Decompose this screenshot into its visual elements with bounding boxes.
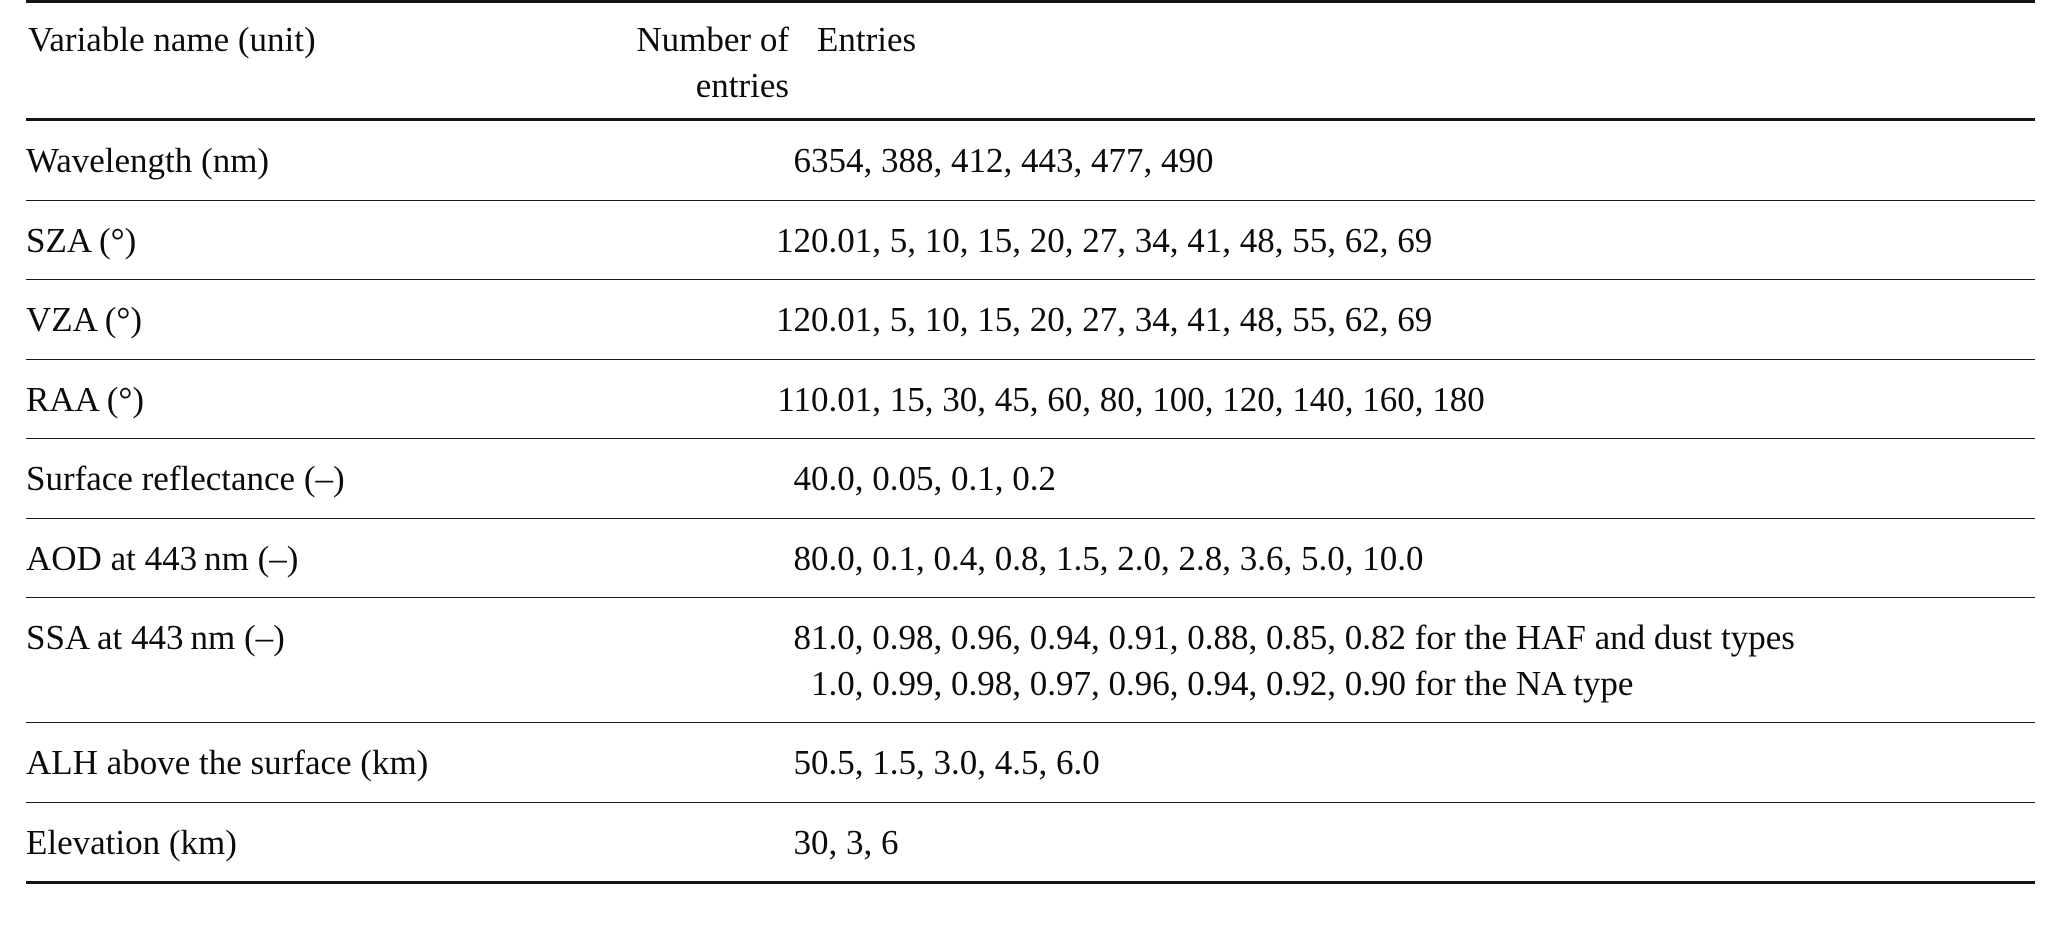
entry-line: 1.0, 0.99, 0.98, 0.97, 0.96, 0.94, 0.92, 0.90 for the NA type — [811, 663, 1634, 703]
cell-variable-name: Wavelength (nm) — [26, 120, 566, 201]
cell-entries — [811, 439, 2035, 519]
cell-entries — [811, 359, 2035, 439]
cell-variable-name: VZA (°) — [26, 280, 566, 360]
column-header-number-of-entries-line2: entries — [695, 65, 789, 105]
cell-number-of-entries: 6 — [566, 120, 811, 201]
cell-number-of-entries: 8 — [566, 518, 811, 598]
table-row — [26, 723, 2035, 803]
column-header-number-of-entries — [566, 2, 811, 120]
entry-line: 0.01, 5, 10, 15, 20, 27, 34, 41, 48, 55, 62, 69 — [811, 220, 1433, 260]
cell-variable-name: RAA (°) — [26, 359, 566, 439]
column-header-variable-name: Variable name (unit) — [26, 2, 566, 120]
entry-line: 354, 388, 412, 443, 477, 490 — [811, 141, 1214, 180]
table-row — [26, 280, 2035, 360]
cell-variable-name: Surface reflectance (–) — [26, 439, 566, 519]
entry-line: 0.0, 0.1, 0.4, 0.8, 1.5, 2.0, 2.8, 3.6, 5.0, 10.0 — [811, 538, 1424, 578]
cell-entries — [811, 200, 2035, 280]
cell-entries — [811, 280, 2035, 360]
lookup-table-parameters — [26, 0, 2035, 884]
cell-number-of-entries: 5 — [566, 723, 811, 803]
entry-line: 1.0, 0.98, 0.96, 0.94, 0.91, 0.88, 0.85, 0.82 for the HAF and dust types — [811, 618, 1795, 657]
entry-line: 0.01, 15, 30, 45, 60, 80, 100, 120, 140, 160, 180 — [811, 379, 1485, 419]
cell-variable-name: Elevation (km) — [26, 802, 566, 883]
cell-entries — [811, 802, 2035, 883]
cell-number-of-entries: 3 — [566, 802, 811, 883]
table-body — [26, 120, 2035, 883]
table-header — [26, 2, 2035, 120]
table-row — [26, 518, 2035, 598]
cell-variable-name: AOD at 443 nm (–) — [26, 518, 566, 598]
cell-variable-name: ALH above the surface (km) — [26, 723, 566, 803]
table-row — [26, 802, 2035, 883]
entry-line: 0, 3, 6 — [811, 822, 899, 862]
entry-line: 0.01, 5, 10, 15, 20, 27, 34, 41, 48, 55, 62, 69 — [811, 300, 1433, 339]
column-header-number-of-entries-line1: Number of — [636, 20, 789, 59]
column-header-entries: Entries — [811, 2, 2035, 120]
cell-number-of-entries: 8 — [566, 598, 811, 723]
table-row — [26, 439, 2035, 519]
entry-line: 0.5, 1.5, 3.0, 4.5, 6.0 — [811, 743, 1100, 782]
cell-entries — [811, 598, 2035, 723]
table-header-row — [26, 2, 2035, 120]
cell-variable-name: SSA at 443 nm (–) — [26, 598, 566, 723]
cell-entries — [811, 518, 2035, 598]
cell-variable-name: SZA (°) — [26, 200, 566, 280]
cell-entries — [811, 120, 2035, 201]
table-row — [26, 120, 2035, 201]
cell-number-of-entries: 12 — [566, 280, 811, 360]
cell-number-of-entries: 12 — [566, 200, 811, 280]
cell-number-of-entries: 4 — [566, 439, 811, 519]
table-row — [26, 359, 2035, 439]
entry-line: 0.0, 0.05, 0.1, 0.2 — [811, 459, 1056, 498]
table-row — [26, 598, 2035, 723]
cell-entries — [811, 723, 2035, 803]
table-row — [26, 200, 2035, 280]
cell-number-of-entries: 11 — [566, 359, 811, 439]
